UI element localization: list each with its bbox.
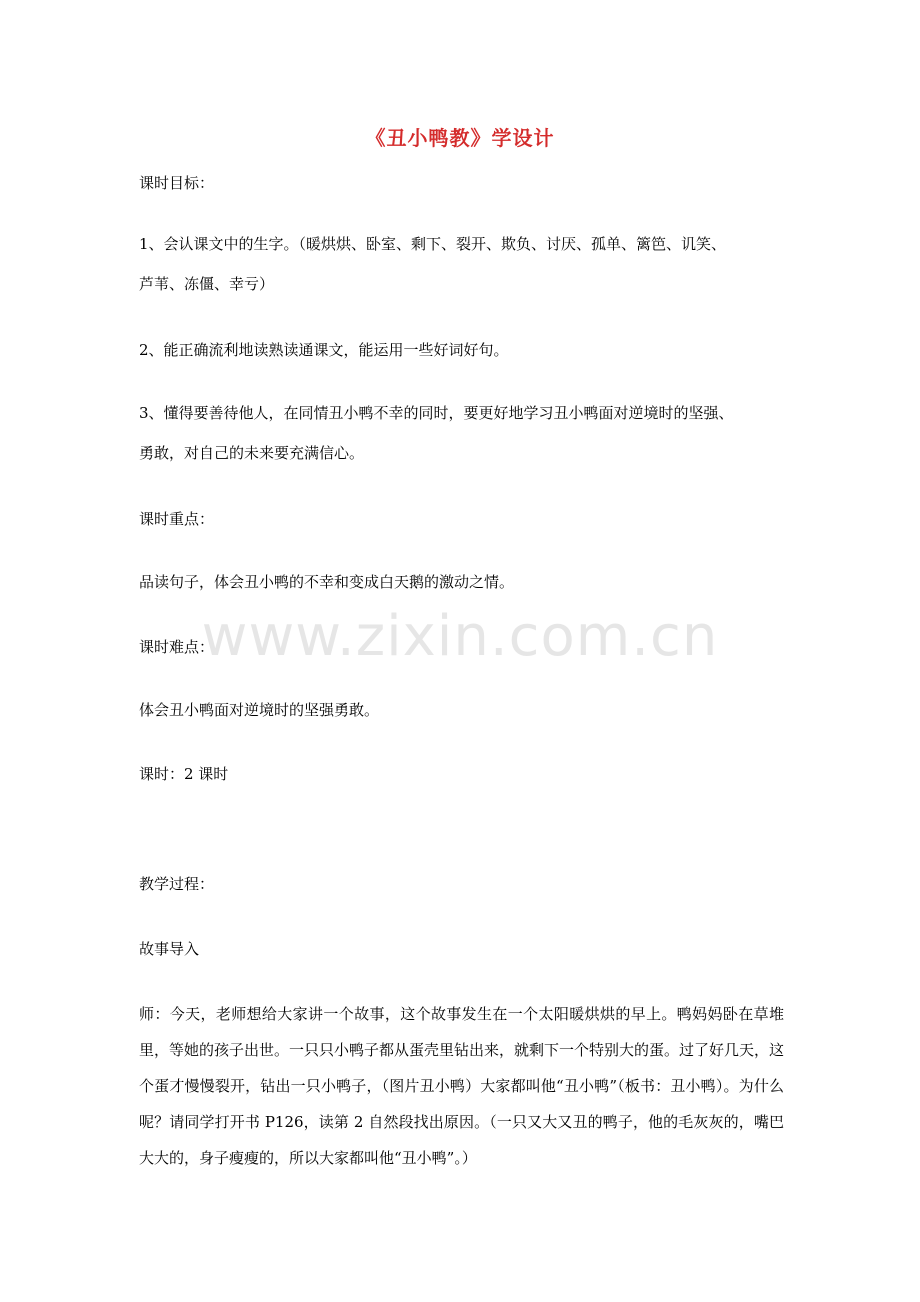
watermark: www.zixin.com.cn	[201, 604, 719, 669]
process-heading: 教学过程：	[139, 875, 215, 893]
lesson-duration: 课时：2 课时	[139, 765, 229, 783]
difficulties-heading: 课时难点：	[139, 638, 215, 656]
key-points-heading: 课时重点：	[139, 510, 215, 528]
difficulties-text: 体会丑小鸭面对逆境时的坚强勇敢。	[139, 701, 380, 719]
document-title: 《丑小鸭教》学设计	[365, 126, 555, 150]
story-paragraph: 师：今天，老师想给大家讲一个故事，这个故事发生在一个太阳暖烘烘的早上。鸭妈妈卧在草堆里，等她的孩子出世。一只只小鸭子都从蛋壳里钻出来，就剩下一个特别大的蛋。过了好几天，这个蛋才慢慢裂开，钻出一只小鸭子，（图片丑小鸭）大家都叫他“丑小鸭”（板书：丑小鸭）。为什么呢？请同学打开书 P126，读第 2 自然段找出原因。（一只又大又丑的鸭子，他的毛灰灰的，嘴巴大大的，身子瘦瘦的，所以大家都叫他“丑小鸭”。）	[139, 1005, 785, 1167]
objective-1-line-2: 芦苇、冻僵、幸亏）	[139, 275, 275, 293]
objective-3-line-2: 勇敢，对自己的未来要充满信心。	[139, 444, 365, 462]
objectives-heading: 课时目标：	[139, 174, 215, 192]
section-intro-heading: 故事导入	[139, 940, 200, 958]
objective-3-line-1: 3、懂得要善待他人，在同情丑小鸭不幸的同时，要更好地学习丑小鸭面对逆境时的坚强、	[139, 404, 734, 422]
objective-1-line-1: 1、会认课文中的生字。（暖烘烘、卧室、剩下、裂开、欺负、讨厌、孤单、篱笆、讥笑、	[139, 235, 727, 253]
objective-2: 2、能正确流利地读熟读通课文，能运用一些好词好句。	[139, 341, 509, 359]
key-points-text: 品读句子，体会丑小鸭的不幸和变成白天鹅的激动之情。	[139, 573, 515, 591]
